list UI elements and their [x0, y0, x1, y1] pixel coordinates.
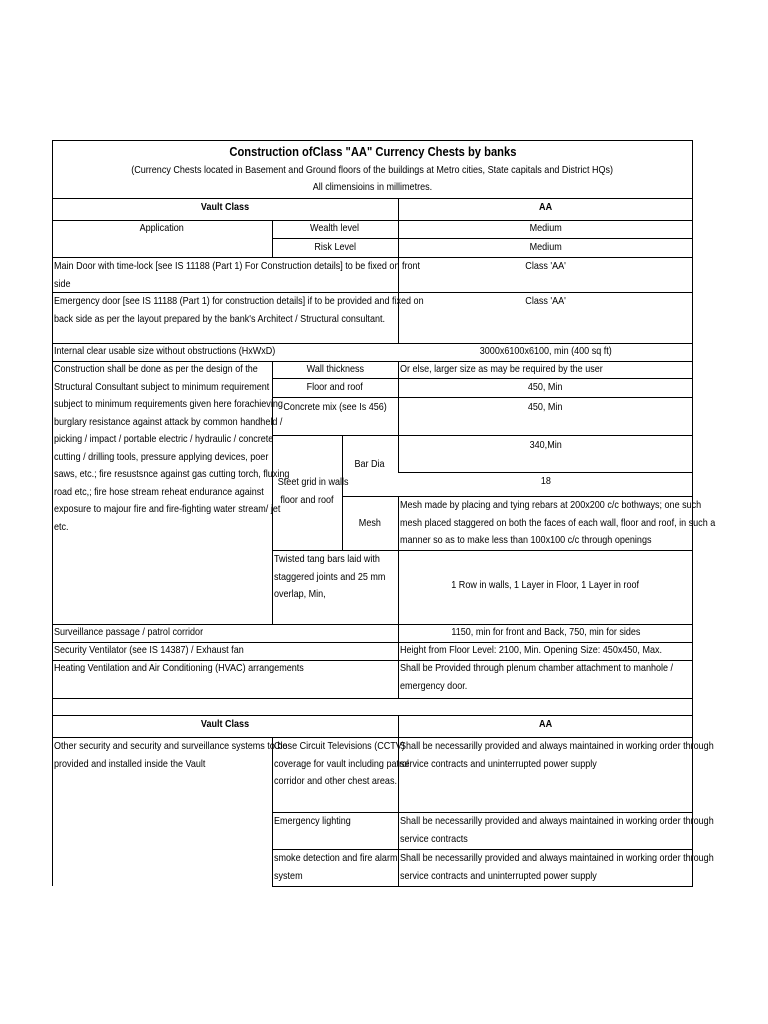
hvac-value: Shall be Provided through plenum chamber attachment to manhole / emergency door. — [400, 662, 674, 692]
rule — [272, 435, 693, 436]
concrete-mix-value: 450, Min — [528, 401, 563, 413]
page-title: Construction ofClass "AA" Currency Chests by banks — [228, 144, 517, 159]
application-label: Application — [139, 222, 185, 234]
ventilator-label: Security Ventilator (see IS 14387) / Exhaust fan — [54, 644, 244, 656]
smoke-detection-label: smoke detection and fire alarm system — [274, 852, 398, 882]
vault-class-value: AA — [538, 201, 553, 213]
floor-roof-value: 450, Min — [528, 381, 563, 393]
other-systems-label: Other security and security and surveillance systems to be provided and installed inside the Vault — [54, 740, 288, 770]
vault-class-label: Vault Class — [200, 201, 250, 213]
floor-roof-label: Floor and roof — [306, 381, 364, 393]
risk-level-value: Medium — [529, 241, 562, 253]
bar-dia-value-1: 340,Min — [529, 439, 562, 451]
rule — [272, 886, 693, 887]
twisted-bars-label: Twisted tang bars laid with staggered joints and 25 mm overlap, Min, — [274, 553, 386, 600]
internal-size-label: Internal clear usable size without obstructions (HxWxD) — [54, 345, 276, 357]
hvac-label: Heating Ventilation and Air Conditioning (HVAC) arrangements — [54, 662, 304, 674]
wealth-level-value: Medium — [529, 222, 562, 234]
twisted-bars-value: 1 Row in walls, 1 Layer in Floor, 1 Layer in roof — [451, 579, 640, 591]
construction-text: Construction shall be done as per the design of the Structural Consultant subject to minimum requirement subject to minimum requirements given here forachieving burglary resistance against attack by common handheld / picking / impact / portable electric / hydraulic / concrete cutting / drilling tools, pressure applying devices, poer saws, etc.; fire resustsnce against gas cutting torch, fluxing road etc,; fire hose stream reheat endurance against exposure to majour fire and fire-fighting water stream/ jet etc. — [54, 363, 290, 533]
bar-dia-value-2: 18 — [540, 475, 551, 487]
rule — [398, 361, 399, 472]
risk-level-label: Risk Level — [314, 241, 356, 253]
cctv-value: Shall be necessarilly provided and always maintained in working order through service contracts and uninterrupted power supply — [400, 740, 714, 770]
main-door-value: Class 'AA' — [525, 260, 566, 272]
concrete-mix-label: Concrete mix (see Is 456) — [283, 401, 387, 413]
surveillance-label: Surveillance passage / patrol corridor — [54, 626, 204, 638]
ventilator-value: Height from Floor Level: 2100, Min. Opening Size: 450x450, Max. — [400, 644, 663, 656]
emergency-door-value: Class 'AA' — [525, 295, 566, 307]
emergency-lighting-value: Shall be necessarilly provided and always maintained in working order through service contracts — [400, 815, 714, 845]
emergency-door-text: Emergency door [see IS 11188 (Part 1) for construction details] if to be provided and fixed on back side as per the layout prepared by the bank's Architect / Structural consultant. — [54, 295, 424, 325]
rule — [272, 397, 693, 398]
vault-class-value-2: AA — [538, 718, 553, 730]
mesh-label: Mesh — [358, 517, 382, 529]
smoke-detection-value: Shall be necessarilly provided and always maintained in working order through service contracts and uninterrupted power supply — [400, 852, 714, 882]
internal-size-value: 3000x6100x6100, min (400 sq ft) — [479, 345, 612, 357]
rule — [342, 435, 343, 550]
steel-grid-label: Steet grid in walls floor and roof — [277, 476, 349, 506]
bar-dia-label: Bar Dia — [354, 458, 386, 470]
rule — [52, 698, 693, 699]
wall-thickness-value: Or else, larger size as may be required by the user — [400, 363, 603, 375]
surveillance-value: 1150, min for front and Back, 750, min for sides — [450, 626, 641, 638]
wealth-level-label: Wealth level — [310, 222, 360, 234]
emergency-lighting-label: Emergency lighting — [274, 815, 351, 827]
page-subtitle: (Currency Chests located in Basement and Ground floors of the buildings at Metro cities, State capitals and District HQs) — [131, 164, 614, 176]
vault-class-label-2: Vault Class — [200, 718, 250, 730]
mesh-value: Mesh made by placing and tying rebars at 200x200 c/c bothways; one such mesh placed staggered on both the faces of each wall, floor and roof, in such a manner so as to make less than 100x100 c/c through openings — [400, 499, 716, 546]
main-door-text: Main Door with time-lock [see IS 11188 (Part 1) For Construction details] to be fixed on front side — [54, 260, 421, 290]
rule — [398, 496, 399, 550]
wall-thickness-label: Wall thickness — [306, 363, 364, 375]
cctv-label: Close Circuit Televisions (CCTV) coverage for vault including patrol corridor and other chest areas. — [274, 740, 410, 787]
dimensions-note: All climensioins in millimetres. — [312, 181, 433, 193]
